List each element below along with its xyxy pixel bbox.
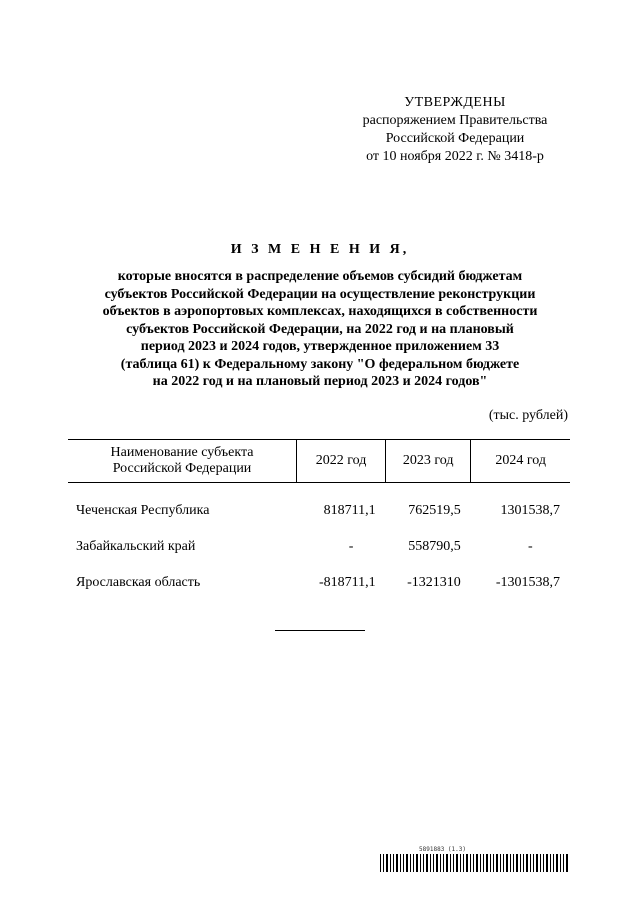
- header-2024: 2024 год: [471, 440, 570, 483]
- row-value-2022: -818711,1: [318, 575, 376, 590]
- row-value-2022: -: [348, 539, 354, 554]
- units-label: (тыс. рублей): [488, 408, 568, 423]
- subtitle-line: период 2023 и 2024 годов, утвержденное приложением 33: [140, 339, 500, 354]
- row-value-2023: 762519,5: [408, 503, 461, 518]
- row-subject-name: Чеченская Республика: [76, 503, 210, 518]
- approval-line-1: распоряжением Правительства: [362, 113, 548, 128]
- approval-heading: УТВЕРЖДЕНЫ: [404, 95, 506, 110]
- row-subject-name: Ярославская область: [76, 575, 201, 590]
- approval-line-2: Российской Федерации: [385, 131, 525, 146]
- approval-line-3: от 10 ноября 2022 г. № 3418-р: [366, 149, 544, 164]
- table-header-row: [68, 440, 570, 483]
- barcode-icon: [380, 854, 570, 872]
- subtitle-line: объектов в аэропортовых комплексах, находящихся в собственности: [102, 304, 538, 319]
- subtitle-line: (таблица 61) к Федеральному закону "О федеральном бюджете: [120, 356, 520, 372]
- header-2022: 2022 год: [297, 440, 386, 483]
- row-subject-name: Забайкальский край: [76, 539, 196, 554]
- document-subtitle: [60, 268, 580, 391]
- row-value-2024: -: [528, 539, 533, 554]
- row-value-2023: -1321310: [407, 575, 461, 590]
- row-value-2024: 1301538,7: [500, 503, 560, 518]
- table-row: [68, 529, 570, 565]
- subtitle-line: которые вносятся в распределение объемов субсидий бюджетам: [117, 269, 523, 284]
- header-2023: 2023 год: [386, 440, 471, 483]
- document-title: И З М Е Н Е Н И Я,: [230, 242, 410, 257]
- row-value-2022: 818711,1: [323, 503, 376, 518]
- header-subject-name: [68, 440, 297, 483]
- subtitle-line: на 2022 год и на плановый период 2023 и 2024 годов": [152, 374, 488, 389]
- row-value-2023: 558790,5: [408, 539, 461, 554]
- end-divider: [275, 630, 365, 631]
- row-value-2024: -1301538,7: [495, 575, 560, 590]
- subtitle-line: субъектов Российской Федерации, на 2022 год и на плановый: [126, 321, 514, 337]
- table-row: [68, 483, 570, 530]
- approval-block: [340, 94, 570, 166]
- header-subject-name-line2: Российской Федерации: [112, 461, 252, 476]
- header-subject-name-line1: Наименование субъекта: [110, 445, 254, 460]
- subtitle-line: субъектов Российской Федерации на осуществление реконструкции: [104, 286, 536, 302]
- table-row: [68, 565, 570, 601]
- barcode-number: 5891883 (1.3): [419, 846, 466, 853]
- barcode-block: [380, 846, 570, 872]
- subsidy-table: [68, 439, 570, 601]
